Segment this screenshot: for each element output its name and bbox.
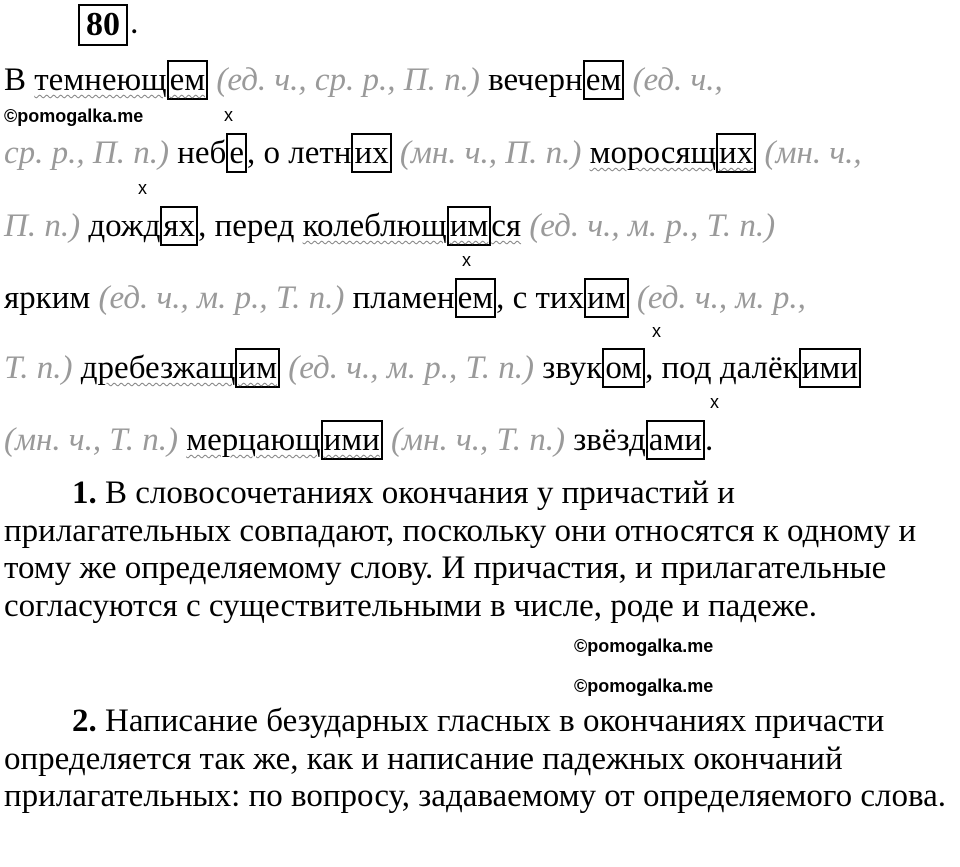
stress-mark: х bbox=[710, 392, 719, 412]
word-ending: их bbox=[351, 133, 391, 173]
participle-stem: моросящ bbox=[589, 135, 717, 171]
word-segment: неб bbox=[177, 135, 227, 171]
watermark: ©pomogalka.me bbox=[574, 676, 714, 696]
word-segment: вечерн bbox=[488, 62, 583, 98]
grammar-note: ср. р., П. п.) bbox=[4, 135, 178, 171]
watermark: ©pomogalka.me bbox=[4, 106, 144, 126]
grammar-note: (ед. ч., bbox=[624, 62, 723, 98]
grammar-note: (мн. ч., П. п.) bbox=[391, 135, 590, 171]
paragraph-1-text: В словосочетаниях окончания у причастий и прилагательных совпадают, поскольку они относятся к одному и тому же определяемому слову. И причастия, и прилагательные согласуются с существительными в числе, роде и падеже. bbox=[4, 475, 917, 624]
grammar-note: (мн. ч., Т. п.) bbox=[382, 422, 574, 458]
participle-stem: дребезжащ bbox=[80, 350, 236, 386]
text-line-3 bbox=[4, 206, 960, 246]
paragraph-2-number: 2. bbox=[72, 703, 97, 739]
word-segment: . bbox=[704, 422, 714, 458]
word-segment: В bbox=[4, 62, 35, 98]
stress-mark: х bbox=[138, 178, 147, 198]
grammar-note: (мн. ч., bbox=[756, 135, 862, 171]
stress-mark: х bbox=[652, 321, 661, 341]
word-ending: ем bbox=[455, 278, 497, 318]
word-segment: звёзд bbox=[573, 422, 646, 458]
word-ending: ами bbox=[646, 420, 705, 460]
participle-stem: ся bbox=[491, 208, 522, 244]
exercise-number: 80 bbox=[78, 4, 128, 46]
word-ending: им bbox=[235, 348, 280, 388]
word-ending: ими bbox=[799, 348, 861, 388]
grammar-note: Т. п.) bbox=[4, 350, 81, 386]
stress-mark: х bbox=[462, 250, 471, 270]
paragraph-1 bbox=[4, 475, 956, 625]
text-line-4 bbox=[4, 278, 960, 318]
text-line-5 bbox=[4, 348, 960, 388]
grammar-note: (ед. ч., м. р., Т. п.) bbox=[521, 208, 776, 244]
text-line-1 bbox=[4, 60, 960, 100]
word-ending: им bbox=[447, 206, 492, 246]
grammar-note: (ед. ч., м. р., Т. п.) bbox=[98, 280, 353, 316]
grammar-note: (ед. ч., ср. р., П. п.) bbox=[208, 62, 489, 98]
exercise-number-dot: . bbox=[130, 4, 139, 41]
stress-mark: х bbox=[224, 105, 233, 125]
grammar-note: (мн. ч., Т. п.) bbox=[4, 422, 187, 458]
word-segment: звук bbox=[542, 350, 603, 386]
text-line-6 bbox=[4, 420, 960, 460]
word-segment: , с тих bbox=[496, 280, 585, 316]
word-ending: ими bbox=[321, 420, 383, 460]
word-ending: им bbox=[584, 278, 629, 318]
word-ending: е bbox=[226, 133, 247, 173]
word-segment: , под далёк bbox=[645, 350, 799, 386]
word-ending: ем bbox=[583, 60, 625, 100]
word-ending: ем bbox=[167, 60, 209, 100]
word-segment: , перед bbox=[198, 208, 303, 244]
word-ending: их bbox=[716, 133, 756, 173]
participle-stem: темнеющ bbox=[34, 62, 167, 98]
paragraph-2-text: Написание безударных гласных в окончаниях причасти определяется так же, как и написание падежных окончаний прилагательных: по вопросу, задаваемому от определяемого слова. bbox=[4, 703, 947, 814]
grammar-note: (ед. ч., м. р., Т. п.) bbox=[279, 350, 543, 386]
word-ending: ом bbox=[602, 348, 645, 388]
word-segment: ярким bbox=[4, 280, 99, 316]
paragraph-1-number: 1. bbox=[72, 475, 97, 511]
paragraph-2 bbox=[4, 703, 956, 816]
word-segment: пламен bbox=[352, 280, 455, 316]
grammar-note: П. п.) bbox=[4, 208, 89, 244]
word-ending: ях bbox=[160, 206, 198, 246]
word-segment: , о летн bbox=[246, 135, 352, 171]
grammar-note: (ед. ч., м. р., bbox=[628, 280, 806, 316]
word-segment: дожд bbox=[88, 208, 161, 244]
participle-stem: мерцающ bbox=[186, 422, 321, 458]
participle-stem: колеблющ bbox=[302, 208, 447, 244]
watermark: ©pomogalka.me bbox=[574, 636, 714, 656]
text-line-2 bbox=[4, 133, 960, 173]
